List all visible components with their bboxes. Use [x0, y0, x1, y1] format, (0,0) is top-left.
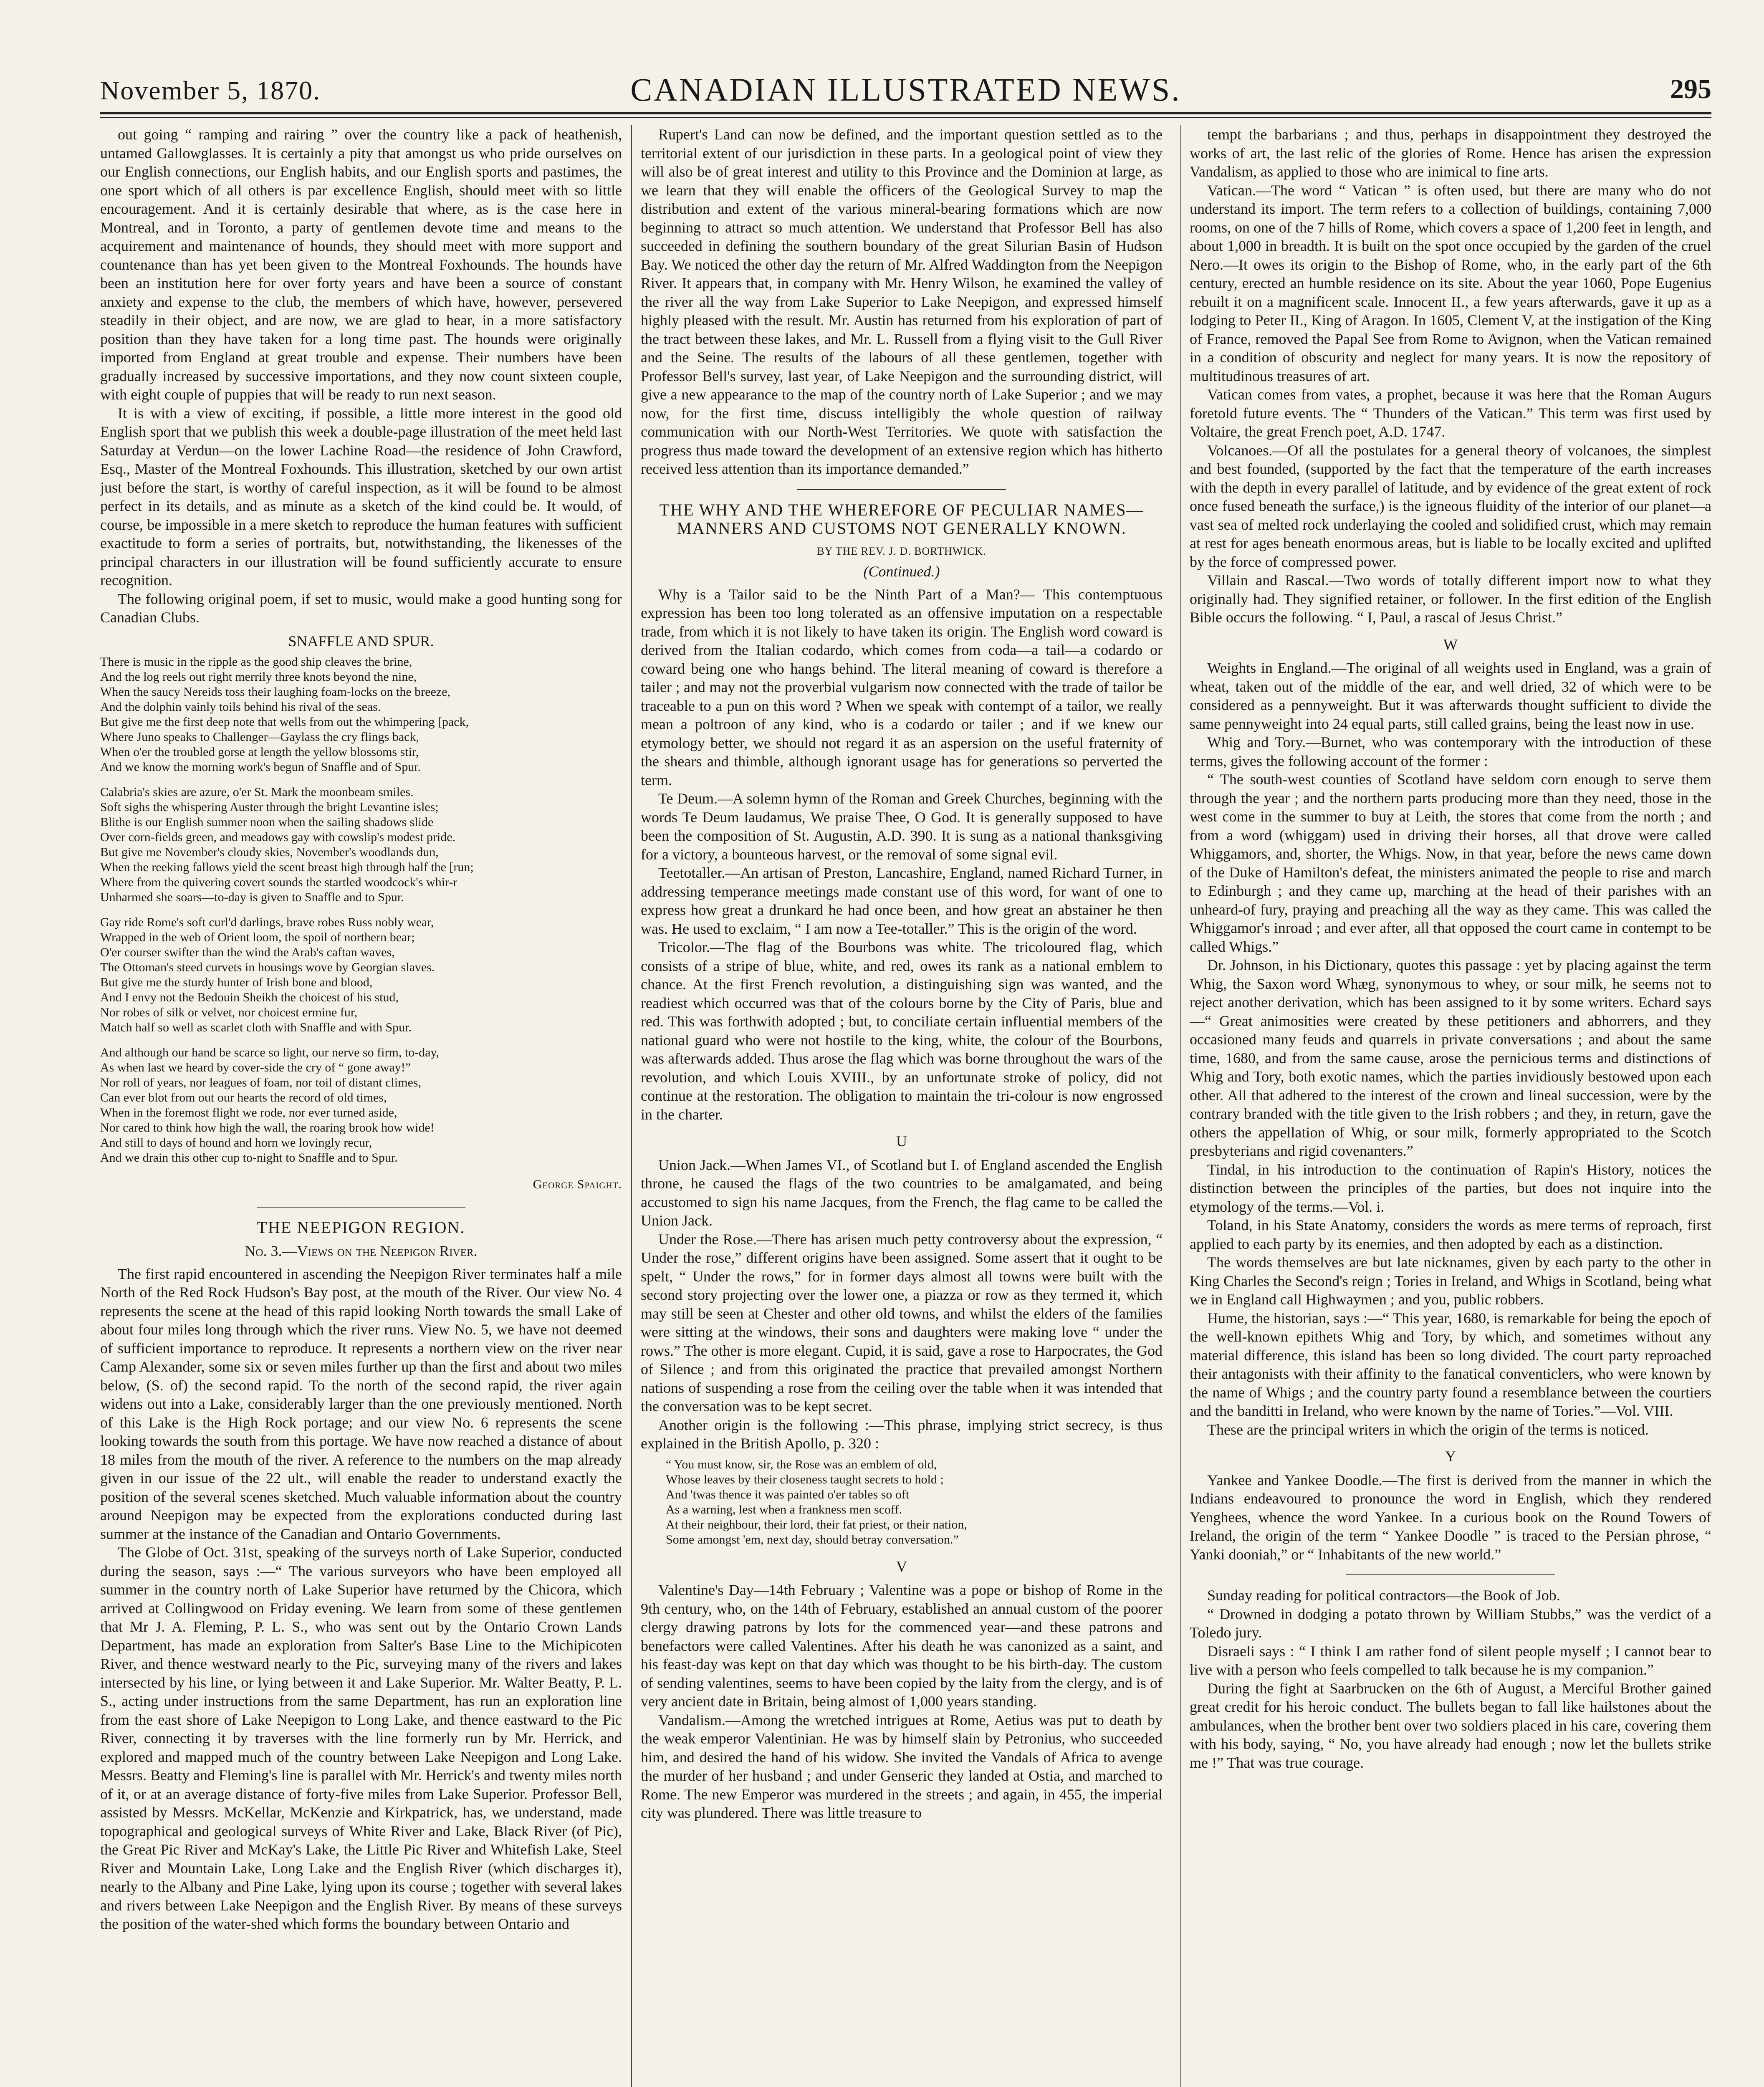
- verse-quote: [641, 1457, 1163, 1547]
- section-letter: W: [1443, 636, 1458, 653]
- snippet: During the fight at Saarbrucken on the 6th of August, a Merciful Brother gained great credit for his heroic conduct. The bullets began to fall like hailstones about the ambulances, when the brother bent over two soldiers placed in his care, covering them with his body, saying, “ No, you have already had enough ; now let the bullets strike me !” That was true courage.: [1190, 1680, 1711, 1771]
- poem-stanza: [100, 785, 622, 905]
- poem-line: Nor roll of years, nor leagues of foam, nor toil of distant climes,: [100, 1076, 421, 1089]
- poem-stanza: [100, 1045, 622, 1165]
- poem-line: Gay ride Rome's soft curl'd darlings, brave robes Russ nobly wear,: [100, 915, 434, 929]
- poem-line: O'er courser swifter than the wind the Arab's caftan waves,: [100, 945, 395, 959]
- poem-line: Blithe is our English summer noon when the sailing shadows slide: [100, 815, 434, 829]
- entry: Weights in England.—The original of all weights used in England, was a grain of wheat, taken out of the middle of the ear, and well dried, 32 of which were to be considered as a pennyweight. But it was afterwards thought sufficient to divide the same pennyweight into 24 equal parts, still called grains, being the least now in use.: [1190, 659, 1711, 732]
- poem-line: And I envy not the Bedouin Sheikh the choicest of his stud,: [100, 990, 399, 1004]
- poem-line: And we drain this other cup to-night to Snaffle and to Spur.: [100, 1151, 398, 1165]
- poem-line: Unharmed she soars—to-day is given to Snaffle and to Spur.: [100, 890, 404, 904]
- poem-line: Over corn-fields green, and meadows gay with cowslip's modest pride.: [100, 830, 456, 844]
- entry: Toland, in his State Anatomy, considers the words as mere terms of reproach, first applied to each party by its enemies, and then adopted by each as a distinction.: [1190, 1217, 1711, 1252]
- column-divider: [631, 125, 632, 2087]
- poem-line: Nor cared to think how high the wall, the roaring brook how wide!: [100, 1121, 435, 1134]
- poem-line: But give me the sturdy hunter of Irish bone and blood,: [100, 975, 373, 989]
- poem-line: Wrapped in the web of Orient loom, the spoil of northern bear;: [100, 930, 415, 944]
- poem-stanza: [100, 654, 622, 775]
- poem-stanza: [100, 915, 622, 1035]
- poem-signature: George Spaight.: [533, 1177, 622, 1191]
- masthead: [100, 63, 1711, 109]
- entry: Valentine's Day—14th February ; Valentine was a pope or bishop of Rome in the 9th century, who, on the 14th of February, established an annual custom of the poorer clergy drawing patrons by lots for the commenced year—and these patrons and benefactors were called Valentines. After his death he was canonized as a saint, and his feast-day was kept on that day which was thought to be his birth-day. The custom of sending valentines, seems to have been copied by the laity from the clergy, and is of very ancient date in Britain, being almost of 1,000 years standing.: [641, 1582, 1163, 1710]
- poem-line: But give me November's cloudy skies, November's woodlands dun,: [100, 845, 439, 859]
- entry: Vatican.—The word “ Vatican ” is often used, but there are many who do not understand its import. The term refers to a collection of buildings, containing 7,000 rooms, on one of the 7 hills of Rome, which covers a space of 1,200 feet in length, and about 1,000 in breadth. It is built on the spot once occupied by the garden of the cruel Nero.—It owes its origin to the Bishop of Rome, who, in the early part of the 6th century, erected an humble residence on its site. About the year 1060, Pope Eugenius rebuilt it on a magnificent scale. Innocent II., a few years afterwards, gave it up as a lodging to Peter II., King of Aragon. In 1605, Clement V, at the instigation of the King of France, removed the Papal See from Rome to Avignon, when the Vatican remained in a condition of obscurity and neglect for many years. It is now the repository of multitudinous treasures of art.: [1190, 182, 1711, 384]
- poem-line: Soft sighs the whispering Auster through the bright Levantine isles;: [100, 800, 439, 814]
- paragraph: It is with a view of exciting, if possible, a little more interest in the good old English sport that we publish this week a double-page illustration of the meet held last Saturday at Verdun—on the lower Lachine Road—the residence of John Crawford, Esq., Master of the Montreal Foxhounds. This illustration, sketched by our own artist just before the start, is worthy of careful inspection, as it will be found to be almost perfect in its details, and as minute as a sketch of the kind could be. It would, of course, be impossible in a mere sketch to reproduce the human features with sufficient exactitude to form a series of portraits, but, notwithstanding, the likenesses of the principal characters in our illustration will be found sufficiently accurate to ensure recognition.: [100, 404, 622, 589]
- poem-line: And although our hand be scarce so light, our nerve so firm, to-day,: [100, 1046, 440, 1059]
- poem-line: Calabria's skies are azure, o'er St. Mark the moonbeam smiles.: [100, 785, 414, 799]
- entry: Under the Rose.—There has arisen much petty controversy about the expression, “ Under the rose,” different origins have been assigned. Some assert that it ought to be spelt, “ Under the rows,” for in former days almost all towns were built with the second story projecting over the lower one, a piazza or row as they termed it, which may still be seen at Chester and other old towns, and whilst the elders of the families were sitting at the windows, their sons and daughters were making love “ under the rows.” The other is more elegant. Cupid, it is said, gave a rose to Harpocrates, the God of Silence ; and from this originated the practice that prevailed amongst Northern nations of suspending a rose from the ceiling over the table when it was intended that the conversation was to be kept secret.: [641, 1230, 1163, 1415]
- poem-line: When in the foremost flight we rode, nor ever turned aside,: [100, 1106, 397, 1119]
- entry: Tricolor.—The flag of the Bourbons was white. The tricoloured flag, which consists of a stripe of blue, white, and red, owes its rank as a national emblem to chance. At the first French revolution, a distinguishing sign was wanted, and the readiest which occurred was that of the colours borne by the City of Paris, blue and red. This was forthwith adopted ; but, to conciliate certain influential members of the national guard who were not hostile to the king, white, the colour of the Bourbons, was afterwards added. Thus arose the flag which was borne throughout the wars of the revolution, and which Louis XVIII., by an unfortunate stroke of policy, did not continue at the restoration. The obligation to maintain the tri-colour is now engrossed in the charter.: [641, 939, 1163, 1123]
- section-title: THE NEEPIGON REGION.: [257, 1218, 465, 1237]
- section-divider: [257, 1207, 465, 1208]
- newspaper-title: CANADIAN ILLUSTRATED NEWS.: [630, 71, 1181, 108]
- paragraph: Rupert's Land can now be defined, and the important question settled as to the territorial extent of our jurisdiction in these parts. In a geological point of view they will also be of great interest and utility to this Province and the Dominion at large, as we learn that they will enable the officers of the Geological Survey to map the distribution and extent of the various mineral-bearing formations which are now beginning to attract so much attention. We understand that Professor Bell has also succeeded in defining the southern boundary of the great Silurian Basin of Hudson Bay. We noticed the other day the return of Mr. Alfred Waddington from the Neepigon River. It appears that, in company with Mr. Henry Wilson, he examined the valley of the river all the way from Lake Superior to Lake Neepigon, and expressed himself highly pleased with the result. Mr. Austin has returned from his exploration of part of the tract between these lakes, and Mr. L. Russell from a flying visit to the Gull River and the Seine. The results of the labours of all these gentlemen, together with Professor Bell's survey, last year, of Lake Neepigon and the surrounding district, will give a new appearance to the map of the country north of Lake Superior ; and we may now, for the first time, discuss intelligibly the whole question of railway communication with our North-West Territories. We quote with satisfaction the progress thus made toward the development of an extensive region which has hitherto received less attention than its importance demanded.”: [641, 126, 1163, 477]
- snippet: Disraeli says : “ I think I am rather fond of silent people myself ; I cannot bear to live with a person who feels compelled to talk because he is my companion.”: [1190, 1642, 1711, 1678]
- poem-line: Where from the quivering covert sounds the startled woodcock's whir-r: [100, 875, 457, 889]
- masthead-rule-thin: [100, 117, 1711, 118]
- poem-line: And the dolphin vainly toils behind his rival of the seas.: [100, 700, 381, 714]
- section-letter: U: [896, 1133, 907, 1150]
- entry: Yankee and Yankee Doodle.—The first is derived from the manner in which the Indians endeavoured to pronounce the word in English, which they rendered Yenghees, whence the word Yankee. In a curious book on the Round Towers of Ireland, the origin of the term “ Yankee Doodle ” is traced to the Persian phrose, “ Yanki dooniah,” or “ Inhabitants of the new world.”: [1190, 1471, 1711, 1563]
- paragraph: The first rapid encountered in ascending the Neepigon River terminates half a mile North of the Red Rock Hudson's Bay post, at the mouth of the River. Our view No. 4 represents the scene at the head of this rapid looking North towards the small Lake of about four miles long through which the river runs. View No. 5, we have not deemed of sufficient importance to reproduce. It represents a northern view on the river near Camp Alexander, some six or seven miles further up than the first and about two miles below, (S. of) the second rapid. To the north of the second rapid, the river again widens out into a Lake, considerably larger than the one previously mentioned. North of this Lake is the High Rock portage; and our view No. 6 represents the scene looking towards the south from this portage. We have now reached a distance of about 18 miles from the mouth of the river. A reference to the numbers on the map already given in our issue of the 22 ult., will enable the reader to understand exactly the position of the several scenes sketched. Much valuable information about the country around Neepigon may be expected from the explorations conducted during last summer at the instance of the Canadian and Ontario Governments.: [100, 1265, 622, 1542]
- verse-line: And 'twas thence it was painted o'er tables so oft: [666, 1487, 910, 1501]
- entry: Te Deum.—A solemn hymn of the Roman and Greek Churches, beginning with the words Te Deum laudamus, We praise Thee, O God. It is generally supposed to have been the composition of St. Augustin, A.D. 390. It is sung as a national thanksgiving for a victory, a bounteous harvest, or the removal of some signal evil.: [641, 790, 1163, 863]
- poem-line: When the saucy Nereids toss their laughing foam-locks on the breeze,: [100, 685, 450, 699]
- poem-title: SNAFFLE AND SPUR.: [288, 632, 434, 649]
- entry: Volcanoes.—Of all the postulates for a general theory of volcanoes, the simplest and best founded, (supported by the fact that the temperature of the earth increases with the depth in every parallel of latitude, and by evidence of the great extent of rock once fused beneath the surface,) is the igneous fluidity of the interior of our planet—a vast sea of melted rock underlaying the cooled and solidified crust, which may remain at rest for ages beneath enormous areas, but is liable to be locally excited and uplifted by the force of compressed power.: [1190, 442, 1711, 570]
- page-columns: [100, 125, 1711, 2087]
- entry: Why is a Tailor said to be the Ninth Part of a Man?— This contemptuous expression has been too long tolerated as an offensive imputation on a respectable trade, from which it is not likely to have taken its origin. The English word coward is derived from the Italian codardo, which comes from coda—a tail—a codardo or coward being one who hangs behind. The literal meaning of coward is therefore a tailer ; and may not the proverbial vulgarism now connected with the trade of tailor be traceable to a pun on this word ? When we speak with contempt of a tailor, we really mean a poltroon of any kind, who is a codardo or tailer ; and if we knew our etymology better, we should not regard it as an aspersion on the useful fraternity of the shears and thimble, although ignorant usage has for generations so perverted the term.: [641, 586, 1163, 788]
- column-2: [641, 125, 1163, 2087]
- entry: tempt the barbarians ; and thus, perhaps in disappointment they destroyed the works of art, the last relic of the glories of Rome. Hence has arisen the expression Vandalism, as applied to those who are inimical to fine arts.: [1190, 126, 1711, 180]
- poem-line: As when last we heard by cover-side the cry of “ gone away!”: [100, 1061, 411, 1074]
- entry: These are the principal writers in which the origin of the terms is noticed.: [1207, 1421, 1649, 1438]
- entry: “ The south-west counties of Scotland have seldom corn enough to serve them through the year ; and the northern parts producing more than they need, those in the west come in the summer to buy at Leith, the stores that come from the north ; and from a word (whiggam) used in driving their horses, all that drove were called Whiggamors, and, shorter, the Whigs. Now, in that year, before the news came down of the Duke of Hamilton's defeat, the ministers animated the people to rise and march to Edinburgh ; and they came up, marching at the head of their parishes with an unheard-of fury, praying and preaching all the way as they came. This was called the Whiggamor's inroad ; and ever after, all that opposed the court came in contempt to be called Whigs.”: [1190, 771, 1711, 955]
- poem-line: When the reeking fallows yield the scent breast high through half the [run;: [100, 860, 474, 874]
- verse-line: “ You must know, sir, the Rose was an emblem of old,: [666, 1457, 937, 1471]
- poem-line: And we know the morning work's begun of Snaffle and of Spur.: [100, 760, 421, 774]
- snippet: “ Drowned in dodging a potato thrown by William Stubbs,” was the verdict of a Toledo jury.: [1190, 1605, 1711, 1641]
- verse-line: Whose leaves by their closeness taught secrets to hold ;: [666, 1472, 944, 1486]
- poem-line: There is music in the ripple as the good ship cleaves the brine,: [100, 655, 412, 669]
- masthead-rule: [100, 112, 1711, 114]
- entry: Union Jack.—When James VI., of Scotland but I. of England ascended the English throne, he caused the flags of the two countries to be amalgamated, and being accustomed to sign his name Jacques, from the French, the flag came to be called the Union Jack.: [641, 1156, 1163, 1229]
- column-3: [1190, 125, 1711, 2087]
- entry: Vatican comes from vates, a prophet, because it was here that the Roman Augurs foretold future events. The “ Thunders of the Vatican.” This term was first used by Voltaire, the great French poet, A.D. 1747.: [1190, 386, 1711, 440]
- section-letter: V: [896, 1558, 907, 1575]
- issue-date: November 5, 1870.: [100, 76, 321, 105]
- entry: Dr. Johnson, in his Dictionary, quotes this passage : yet by placing against the term Whig, the Saxon word Whæg, synonymous to whey, or sour milk, he seems not to reject another derivation, which has been assigned to it by some writers. Echard says—“ Great animosities were created by these petitioners and abhorrers, and they occasioned many feuds and quarrels in private conversations ; and about the same time, 1680, and from the same cause, arose the pernicious terms and distinctions of Whig and Tory, both exotic names, which the parties invidiously bestowed upon each other. All that adhered to the interest of the crown and lineal succession, were by the contrary branded with the title given to the Irish robbers ; and they, in return, gave the others the appellation of Whig, or sour milk, formerly appropriated to the Scotch presbyterians and rigid covenanters.”: [1190, 957, 1711, 1159]
- section-divider: [1346, 1574, 1555, 1575]
- poem-line: When o'er the troubled gorse at length the yellow blossoms stir,: [100, 745, 419, 759]
- section-subtitle: No. 3.—Views on the Neepigon River.: [245, 1243, 478, 1259]
- entry: Teetotaller.—An artisan of Preston, Lancashire, England, named Richard Turner, in addressing temperance meetings made constant use of this word, for want of one to express how great a drunkard he had once been, and how great an abstainer he then was. He used to exclaim, “ I am now a Tee-totaller.” This is the origin of the word.: [641, 864, 1163, 937]
- entry: Hume, the historian, says :—“ This year, 1680, is remarkable for being the epoch of the well-known epithets Whig and Tory, by which, and sometimes without any material difference, this island has been so long divided. The court party reproached their antagonists with their affinity to the fanatical conventiclers, who were known by the name of Whigs ; and the country party found a resemblance between the courtiers and the banditti in Ireland, who were known by the name of Tories.”—Vol. VIII.: [1190, 1309, 1711, 1419]
- entry: Another origin is the following :—This phrase, implying strict secrecy, is thus explained in the British Apollo, p. 320 :: [641, 1416, 1163, 1452]
- entry: Tindal, in his introduction to the continuation of Rapin's History, notices the distinction between the principles of the parties, but does not inquire into the etymology of the terms.—Vol. i.: [1190, 1161, 1711, 1215]
- poem-line: But give me the first deep note that wells from out the whimpering [pack,: [100, 715, 469, 729]
- verse-line: Some amongst 'em, next day, should betray conversation.”: [666, 1532, 959, 1546]
- poem-line: Can ever blot from out our hearts the record of old times,: [100, 1091, 387, 1104]
- poem-line: And still to days of hound and horn we lovingly recur,: [100, 1136, 372, 1150]
- paragraph: The following original poem, if set to music, would make a good hunting song for Canadian Clubs.: [100, 590, 622, 626]
- column-1: [100, 125, 622, 2087]
- verse-line: At their neighbour, their lord, their fat priest, or their nation,: [666, 1517, 967, 1531]
- entry: Whig and Tory.—Burnet, who was contemporary with the introduction of these terms, gives the following account of the former :: [1190, 734, 1711, 769]
- entry: Villain and Rascal.—Two words of totally different import now to what they originally had. They signified retainer, or follower. In the first edition of the English Bible occurs the following. “ I, Paul, a rascal of Jesus Christ.”: [1190, 572, 1711, 626]
- section-letter: Y: [1445, 1448, 1456, 1465]
- article-title: THE WHY AND THE WHEREFORE OF PECULIAR NAMES—MANNERS AND CUSTOMS NOT GENERALLY KNOWN.: [659, 500, 1144, 538]
- entry: Vandalism.—Among the wretched intrigues at Rome, Aetius was put to death by the weak emperor Valentinian. He was by himself slain by Petronius, who succeeded him, and desired the hand of his widow. She invited the Vandals of Africa to avenge the murder of her husband ; and under Genseric they landed at Ostia, and marched to Rome. The new Emperor was murdered in the streets ; and again, in 455, the imperial city was plundered. There was little treasure to: [641, 1711, 1163, 1821]
- paragraph: The Globe of Oct. 31st, speaking of the surveys north of Lake Superior, conducted during the season, says :—“ The various surveyors who have been employed all summer in the country north of Lake Superior have returned by the Chicora, which arrived at Collingwood on Friday evening. We learn from some of these gentlemen that Mr J. A. Fleming, P. L. S., who was sent out by the Ontario Crown Lands Department, has made an exploration from Salter's Base Line to the Michipicoten River, and thence westward nearly to the Pic, surveying many of the rivers and lakes intersected by his line, or lying between it and Lake Superior. Mr. Walter Beatty, P. L. S., acting under instructions from the same Department, has run an exploration line from the east shore of Lake Neepigon to Long Lake, and thence eastward to the Pic River, connecting it by traverses with the line formerly run by Mr. Herrick, and explored and mapped much of the country between Lake Neepigon and Long Lake. Messrs. Beatty and Fleming's line is parallel with Mr. Herrick's and twenty miles north of it, or at an average distance of forty-five miles from Lake Superior. Professor Bell, assisted by Messrs. McKellar, McKenzie and Kirkpatrick, has, we understand, made topographical and geological surveys of White River and Lake, Black River (of Pic), the Great Pic River and McKay's Lake, the Little Pic River and Whitefish Lake, Steel River and Mountain Lake, Long Lake and the English River (which discharges it), nearly to the Albany and Pine Lake, lying upon its course ; together with several lakes and rivers between Lake Neepigon and the English River. By means of these surveys the position of the water-shed which forms the boundary between Ontario and: [100, 1544, 622, 1932]
- poem-line: Nor robes of silk or velvet, nor choicest ermine fur,: [100, 1006, 358, 1019]
- continued-label: (Continued.): [863, 563, 940, 580]
- poem-line: Match half so well as scarlet cloth with Snaffle and with Spur.: [100, 1021, 412, 1034]
- poem-line: And the log reels out right merrily three knots beyond the nine,: [100, 670, 417, 684]
- article-byline: BY THE REV. J. D. BORTHWICK.: [817, 545, 986, 557]
- poem-line: The Ottoman's steed curvets in housings wove by Georgian slaves.: [100, 960, 435, 974]
- entry: The words themselves are but late nicknames, given by each party to the other in King Charles the Second's reign ; Tories in Ireland, and Whigs in Scotland, being what we in England call Highwaymen ; and you, public robbers.: [1190, 1254, 1711, 1308]
- poem-line: Where Juno speaks to Challenger—Gaylass the cry flings back,: [100, 730, 419, 744]
- page-number: 295: [1670, 74, 1711, 104]
- paragraph: out going “ ramping and rairing ” over the country like a pack of heathenish, untamed Gallowglasses. It is certainly a pity that amongst us who pride ourselves on our English connections, our English habits, and our English sports and pastimes, the one sport which of all others is par excellence English, should meet with so little encouragement. And it is certainly desirable that where, as is the case here in Montreal, and in Toronto, a party of gentlemen devote time and means to the acquirement and maintenance of hounds, they should meet with more support and countenance than has yet been given to the Montreal Foxhounds. The hounds have been an institution here for over forty years and have been a source of constant anxiety and expense to the club, the members of which have, however, persevered steadily in their object, and are now, we are glad to hear, in a more satisfactory position than they have taken for a long time past. The hounds were originally imported from England at great trouble and expense. Their numbers have been gradually increased by successive importations, and they now count sixteen couple, with eight couple of puppies that will be ready to run next season.: [100, 126, 622, 403]
- verse-line: As a warning, lest when a frankness men scoff.: [666, 1502, 902, 1516]
- section-divider: [797, 489, 1006, 490]
- snippet: Sunday reading for political contractors—the Book of Job.: [1207, 1587, 1560, 1604]
- column-divider: [1180, 125, 1181, 2087]
